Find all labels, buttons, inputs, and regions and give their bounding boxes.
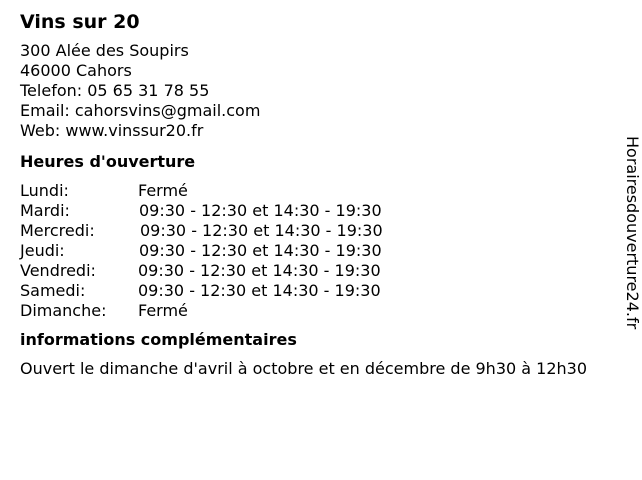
opening-hours-title: Heures d'ouverture (20, 152, 196, 171)
business-card (20, 8, 615, 379)
additional-info-title: informations complémentaires (20, 330, 297, 349)
day-hours: Fermé (138, 181, 188, 200)
day-label: Dimanche: (20, 301, 107, 320)
day-hours: 09:30 - 12:30 et 14:30 - 19:30 (139, 201, 382, 220)
site-watermark: Horairesdouverture24.fr (623, 136, 642, 330)
address-line-1: 300 Alée des Soupirs (20, 41, 189, 60)
day-hours: 09:30 - 12:30 et 14:30 - 19:30 (139, 241, 382, 260)
hours-row-thursday (20, 241, 615, 261)
hours-row-wednesday (20, 221, 615, 241)
day-label: Jeudi: (20, 241, 65, 260)
day-hours: 09:30 - 12:30 et 14:30 - 19:30 (138, 281, 381, 300)
hours-row-tuesday (20, 201, 615, 221)
hours-row-friday (20, 261, 615, 281)
additional-info-text: Ouvert le dimanche d'avril à octobre et en décembre de 9h30 à 12h30 (20, 359, 588, 378)
web-text: Web: www.vinssur20.fr (20, 121, 204, 140)
address-line-2: 46000 Cahors (20, 61, 132, 80)
day-label: Vendredi: (20, 261, 96, 280)
day-hours: 09:30 - 12:30 et 14:30 - 19:30 (140, 221, 383, 240)
business-name: Vins sur 20 (20, 11, 140, 33)
opening-hours-table (20, 181, 615, 321)
day-label: Lundi: (20, 181, 69, 200)
email-text: Email: cahorsvins@gmail.com (20, 101, 261, 120)
hours-row-sunday (20, 301, 615, 321)
hours-row-monday (20, 181, 615, 201)
phone-text: Telefon: 05 65 31 78 55 (20, 81, 210, 100)
day-label: Mercredi: (20, 221, 95, 240)
hours-row-saturday (20, 281, 615, 301)
day-label: Samedi: (20, 281, 86, 300)
day-hours: 09:30 - 12:30 et 14:30 - 19:30 (138, 261, 381, 280)
day-label: Mardi: (20, 201, 70, 220)
day-hours: Fermé (138, 301, 188, 320)
